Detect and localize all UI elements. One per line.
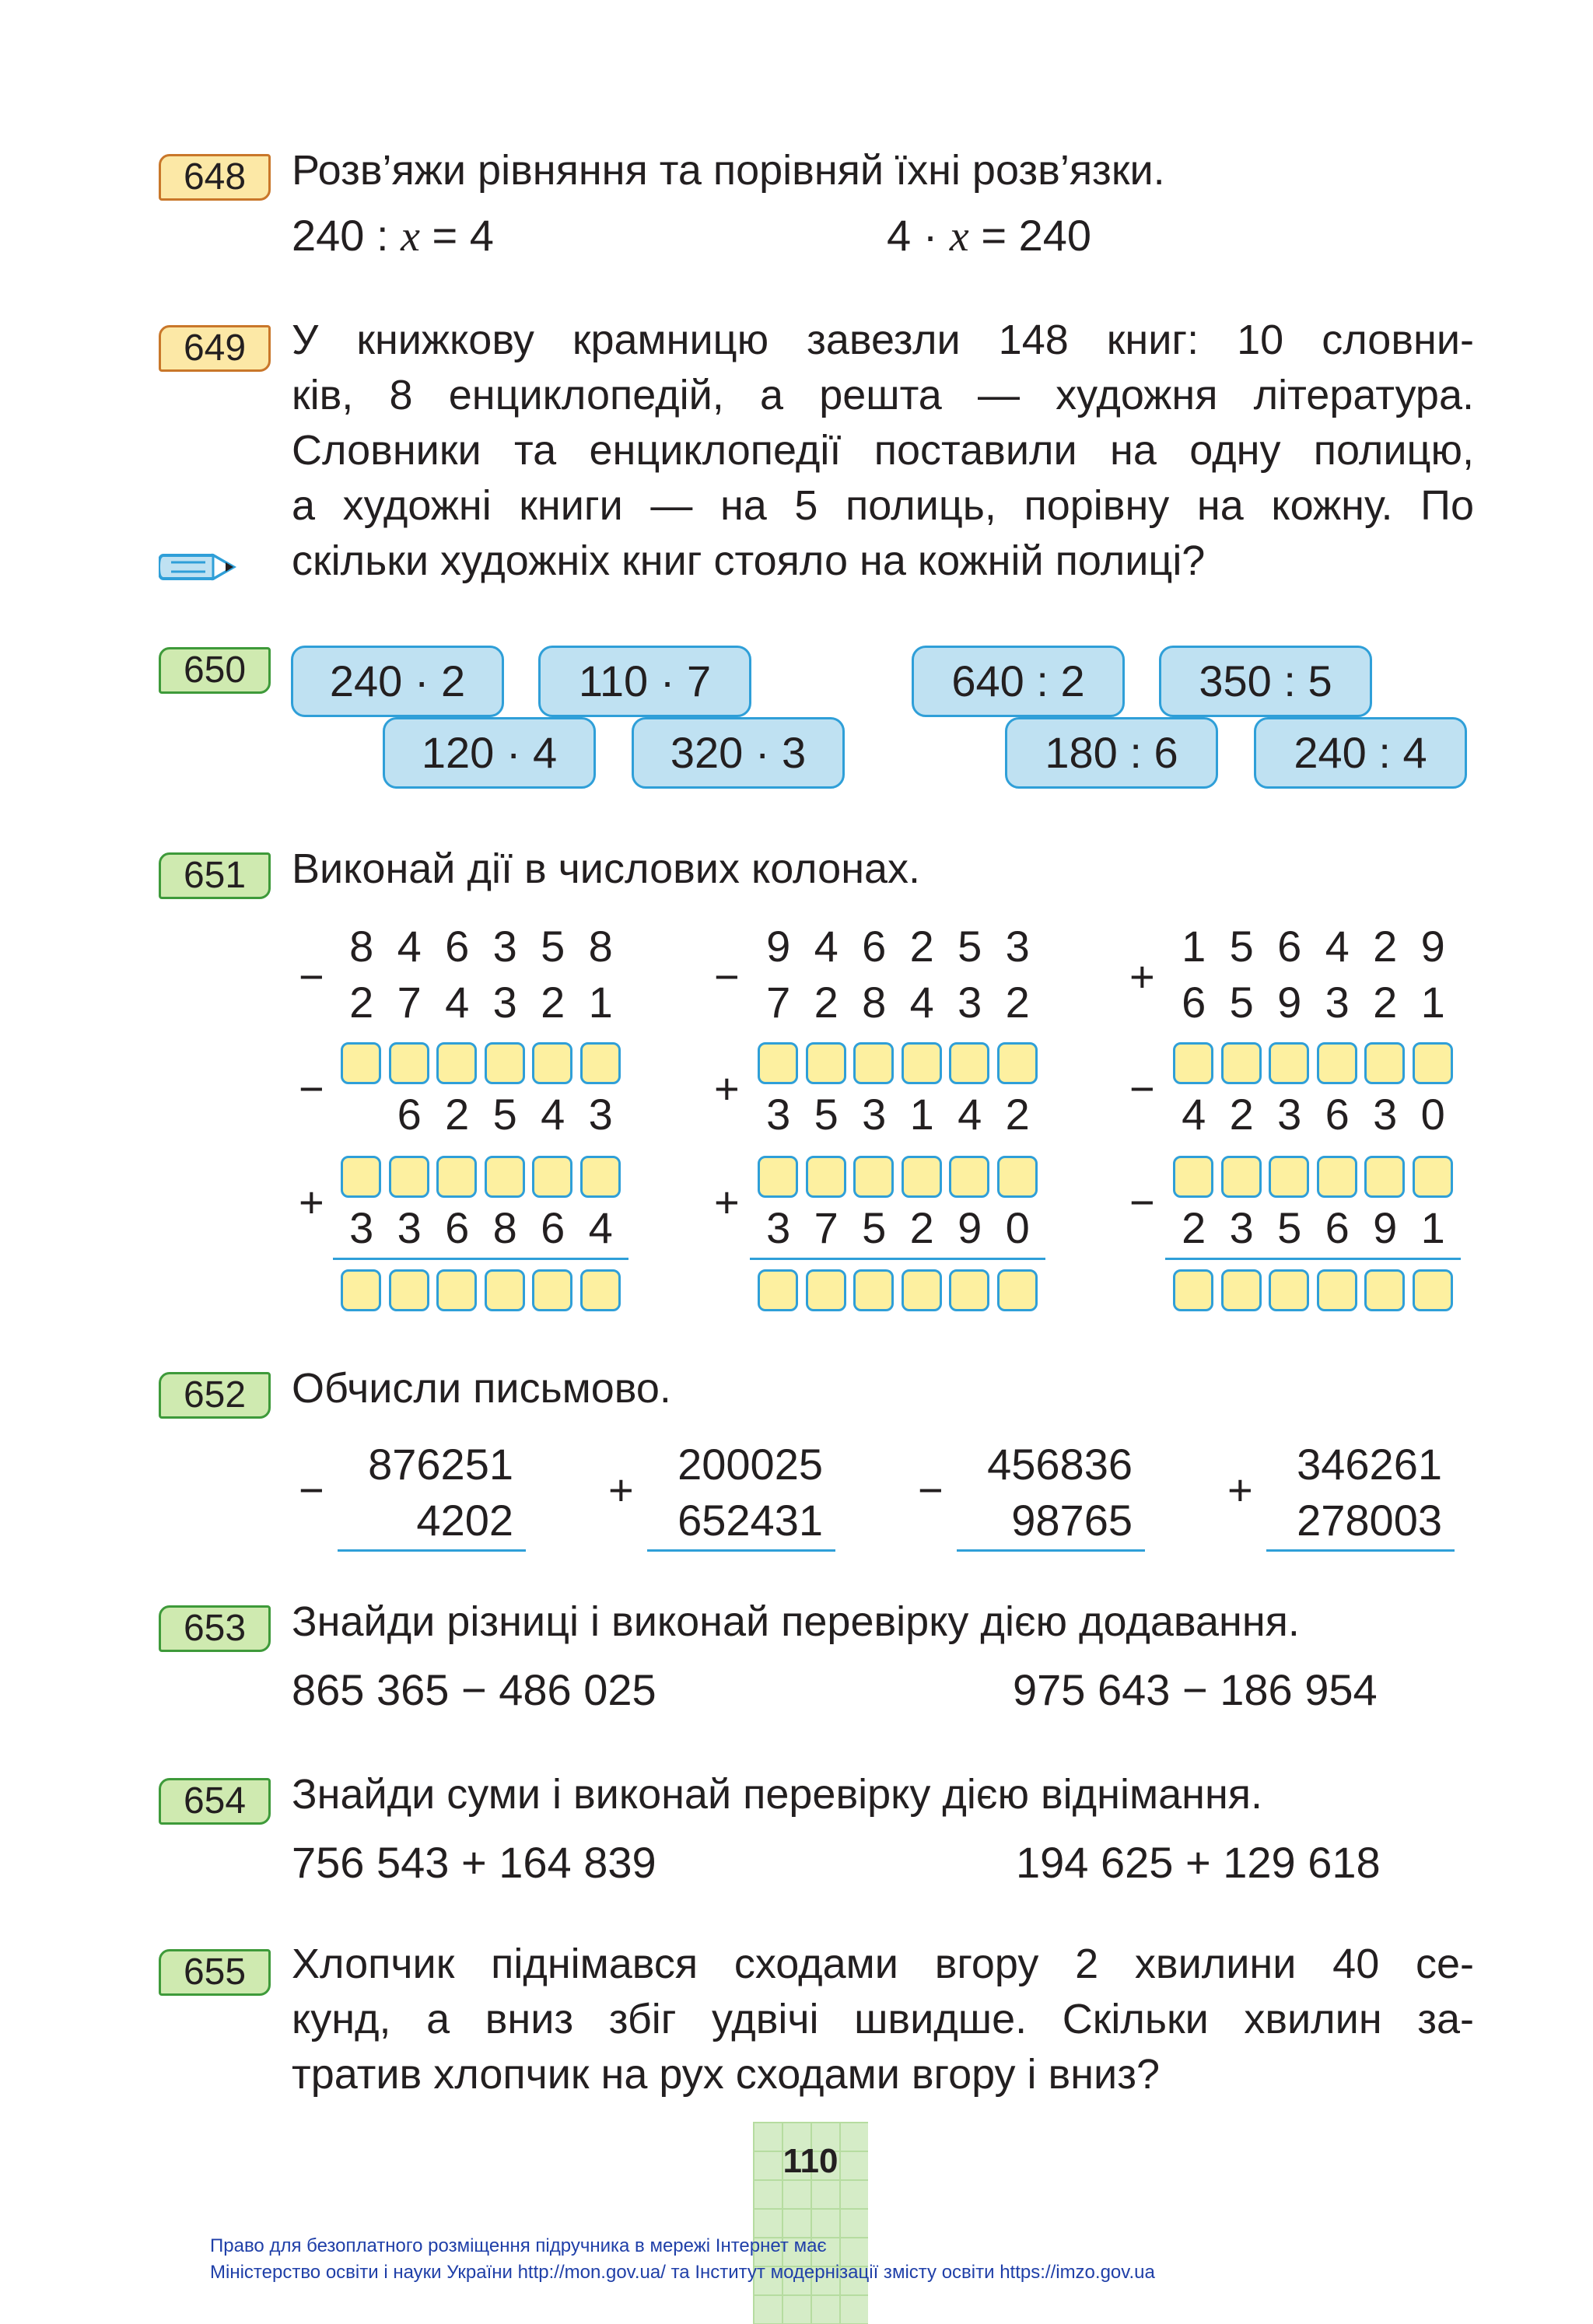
operation-sign: − [918,1465,944,1514]
digit: 4 [397,922,422,971]
digit-row [1170,1204,1457,1252]
operation-sign: − [1129,1178,1155,1227]
digit: 5 [1229,922,1254,971]
digit: 4 [1325,922,1350,971]
operation-sign: + [714,1064,740,1113]
digit: 4 [958,1090,982,1139]
digit: 2 [909,922,934,971]
digit: 3 [958,978,982,1027]
operand-1: 200025 [677,1440,823,1489]
answer-boxes [1173,1269,1460,1311]
digit: 2 [814,978,839,1027]
answer-box[interactable] [902,1156,942,1198]
task-655-text [292,1937,1474,2102]
answer-box[interactable] [1364,1042,1405,1084]
answer-box[interactable] [485,1156,525,1198]
digit: 5 [492,1090,517,1139]
expression-card: 240 · 2 [291,646,504,717]
digit: 6 [1325,1090,1350,1139]
digit: 0 [1420,1090,1445,1139]
operation-sign: + [1129,952,1155,1001]
digit: 2 [1005,1090,1030,1139]
digit-row [338,1204,625,1252]
answer-box[interactable] [580,1156,621,1198]
digit: 9 [1373,1203,1398,1252]
task-655-line: кунд, а вниз збіг удвічі швидше. Скільки хвилин за- [292,1996,1474,2042]
answer-box[interactable] [1364,1156,1405,1198]
answer-boxes [758,1269,1045,1311]
digit: 3 [397,1203,422,1252]
digit: 2 [1182,1203,1206,1252]
page-number: 110 [782,2142,839,2180]
answer-box[interactable] [949,1269,989,1311]
digit: 6 [541,1203,565,1252]
answer-box[interactable] [902,1269,942,1311]
answer-box[interactable] [1269,1042,1309,1084]
digit: 2 [349,978,374,1027]
digit: 9 [1420,922,1445,971]
answer-boxes [1173,1156,1460,1198]
answer-box[interactable] [758,1042,798,1084]
digit: 4 [445,978,470,1027]
answer-box[interactable] [853,1156,894,1198]
expression-card: 180 : 6 [1005,717,1218,789]
answer-box[interactable] [997,1042,1038,1084]
answer-box[interactable] [806,1269,846,1311]
task-655-line: Хлопчик піднімався сходами вгору 2 хвилини 40 се- [292,1941,1474,1987]
answer-box[interactable] [1221,1042,1262,1084]
digit: 2 [1229,1090,1254,1139]
result-line [1266,1549,1455,1552]
digit: 6 [1277,922,1302,971]
answer-box[interactable] [1221,1269,1262,1311]
digit: 4 [814,922,839,971]
digit: 6 [397,1090,422,1139]
task-number-649: 649 [159,325,271,372]
answer-box[interactable] [853,1042,894,1084]
result-line [647,1549,835,1552]
answer-box[interactable] [532,1042,572,1084]
task-652-text: Обчисли письмово. [292,1365,671,1412]
digit: 3 [492,922,517,971]
digit: 2 [909,1203,934,1252]
answer-box[interactable] [1221,1156,1262,1198]
task-number-652: 652 [159,1372,271,1419]
answer-boxes [341,1269,628,1311]
answer-box[interactable] [341,1269,381,1311]
digit: 7 [766,978,791,1027]
answer-box[interactable] [1413,1156,1453,1198]
digit: 5 [1229,978,1254,1027]
answer-box[interactable] [1173,1042,1213,1084]
answer-box[interactable] [532,1269,572,1311]
expression-card: 120 · 4 [383,717,596,789]
digit: 2 [445,1090,470,1139]
task-number-654: 654 [159,1778,271,1825]
digit: 3 [492,978,517,1027]
answer-box[interactable] [532,1156,572,1198]
answer-box[interactable] [341,1156,381,1198]
answer-box[interactable] [1173,1156,1213,1198]
answer-box[interactable] [853,1269,894,1311]
answer-box[interactable] [1269,1269,1309,1311]
digit: 2 [541,978,565,1027]
operand-1: 876251 [368,1440,513,1489]
task-649-line: ків, 8 енциклопедій, а решта — художня література. [292,372,1474,418]
operand-2: 4202 [416,1496,513,1545]
operand-2: 98765 [1011,1496,1133,1545]
digit-row [1170,1090,1457,1139]
digit: 3 [1005,922,1030,971]
answer-box[interactable] [997,1156,1038,1198]
digit: 6 [445,922,470,971]
task-655-line: тратив хлопчик на рух сходами вгору і вниз? [292,2051,1160,2098]
operation-sign: − [299,1064,324,1113]
equation-2: 4 · х = 240 [887,211,1092,261]
task-653-text: Знайди різниці і виконай перевірку дією додавання. [292,1598,1300,1645]
task-649-text [292,313,1474,589]
digit: 5 [958,922,982,971]
answer-box[interactable] [1413,1042,1453,1084]
digit: 9 [766,922,791,971]
digit-row [1170,978,1457,1027]
digit-row [754,978,1042,1027]
answer-box[interactable] [1317,1156,1357,1198]
digit: 1 [909,1090,934,1139]
answer-boxes [1173,1042,1460,1084]
task-649-line: Словники та енциклопедії поставили на одну полицю, [292,427,1474,474]
digit: 1 [1420,1203,1445,1252]
digit: 6 [1325,1203,1350,1252]
digit: 3 [862,1090,887,1139]
digit-row [754,1204,1042,1252]
task-number-653: 653 [159,1605,271,1652]
digit-row [338,1090,625,1139]
answer-box[interactable] [949,1042,989,1084]
sum-expression-2: 194 625 + 129 618 [1016,1838,1381,1887]
operation-sign: + [1227,1465,1253,1514]
answer-box[interactable] [806,1042,846,1084]
answer-boxes [341,1156,628,1198]
digit: 5 [862,1203,887,1252]
task-648-text: Розв’яжи рівняння та порівняй їхні розв’язки. [292,147,1165,194]
expression-card: 320 · 3 [632,717,845,789]
expression-card: 110 · 7 [538,646,751,717]
digit: 9 [1277,978,1302,1027]
operation-sign: + [608,1465,634,1514]
result-line [957,1549,1145,1552]
digit: 4 [588,1203,613,1252]
difference-expression-2: 975 643 − 186 954 [1013,1665,1378,1714]
operation-sign: + [299,1178,324,1227]
digit: 9 [958,1203,982,1252]
operand-1: 456836 [987,1440,1133,1489]
digit: 3 [349,1203,374,1252]
answer-box[interactable] [1173,1269,1213,1311]
digit: 2 [1005,978,1030,1027]
operation-sign: + [714,1178,740,1227]
digit: 1 [1182,922,1206,971]
digit: 0 [1005,1203,1030,1252]
sum-line [750,1258,1045,1260]
answer-box[interactable] [341,1042,381,1084]
answer-box[interactable] [949,1156,989,1198]
digit-row [338,978,625,1027]
operation-sign: − [714,952,740,1001]
answer-box[interactable] [997,1269,1038,1311]
footer-line-1: Право для безоплатного розміщення підручника в мережі Інтернет має [210,2235,827,2256]
operand-2: 652431 [677,1496,823,1545]
operand-1: 346261 [1297,1440,1442,1489]
digit: 4 [909,978,934,1027]
answer-box[interactable] [1413,1269,1453,1311]
digit: 7 [814,1203,839,1252]
digit: 3 [588,1090,613,1139]
operand-2: 278003 [1297,1496,1442,1545]
digit: 6 [445,1203,470,1252]
digit: 2 [1373,978,1398,1027]
task-number-655: 655 [159,1949,271,1996]
digit-row [1170,922,1457,971]
expression-card: 640 : 2 [912,646,1125,717]
digit [338,1090,386,1139]
result-line [338,1549,526,1552]
answer-box[interactable] [1269,1156,1309,1198]
digit: 3 [1373,1090,1398,1139]
answer-box[interactable] [580,1269,621,1311]
task-649-line: У книжкову крамницю завезли 148 книг: 10 словни- [292,317,1474,363]
answer-box[interactable] [758,1156,798,1198]
task-654-text: Знайди суми і виконай перевірку дією віднімання. [292,1771,1263,1818]
answer-box[interactable] [485,1269,525,1311]
digit-row [754,922,1042,971]
answer-box[interactable] [389,1269,429,1311]
equation-1: 240 : х = 4 [292,211,494,261]
footer-line-2: Міністерство освіти і науки України http://mon.gov.ua/ та Інститут модернізації змісту освіти https://imzo.gov.ua [210,2262,1155,2283]
task-number-650: 650 [159,647,271,694]
answer-box[interactable] [902,1042,942,1084]
digit: 4 [541,1090,565,1139]
task-number-648: 648 [159,154,271,201]
digit: 3 [766,1203,791,1252]
answer-box[interactable] [758,1269,798,1311]
difference-expression-1: 865 365 − 486 025 [292,1665,656,1714]
digit: 1 [588,978,613,1027]
answer-boxes [758,1042,1045,1084]
digit: 3 [766,1090,791,1139]
digit: 1 [1420,978,1445,1027]
answer-box[interactable] [389,1042,429,1084]
expression-card: 350 : 5 [1159,646,1372,717]
digit: 2 [1373,922,1398,971]
sum-expression-1: 756 543 + 164 839 [292,1838,656,1887]
expression-card: 240 : 4 [1254,717,1467,789]
operation-sign: − [299,1465,324,1514]
pencil-icon [159,549,236,585]
digit: 8 [862,978,887,1027]
digit-row [754,1090,1042,1139]
digit: 5 [814,1090,839,1139]
answer-box[interactable] [389,1156,429,1198]
operation-sign: − [1129,1064,1155,1113]
digit-row [338,922,625,971]
digit: 8 [588,922,613,971]
answer-box[interactable] [1317,1042,1357,1084]
answer-boxes [758,1156,1045,1198]
digit: 7 [397,978,422,1027]
answer-box[interactable] [436,1042,477,1084]
digit: 3 [1277,1090,1302,1139]
answer-box[interactable] [485,1042,525,1084]
sum-line [333,1258,628,1260]
task-649-line: скільки художніх книг стояло на кожній полиці? [292,537,1206,584]
answer-boxes [341,1042,628,1084]
answer-box[interactable] [1317,1269,1357,1311]
digit: 5 [541,922,565,971]
digit: 3 [1229,1203,1254,1252]
task-651-text: Виконай дії в числових колонах. [292,845,921,892]
operation-sign: − [299,952,324,1001]
digit: 3 [1325,978,1350,1027]
answer-box[interactable] [436,1156,477,1198]
digit: 8 [349,922,374,971]
digit: 4 [1182,1090,1206,1139]
digit: 8 [492,1203,517,1252]
digit: 6 [862,922,887,971]
task-number-651: 651 [159,852,271,899]
answer-box[interactable] [1364,1269,1405,1311]
sum-line [1165,1258,1461,1260]
answer-box[interactable] [436,1269,477,1311]
answer-box[interactable] [806,1156,846,1198]
digit: 5 [1277,1203,1302,1252]
answer-box[interactable] [580,1042,621,1084]
digit: 6 [1182,978,1206,1027]
task-649-line: а художні книги — на 5 полиць, порівну на кожну. По [292,482,1474,529]
